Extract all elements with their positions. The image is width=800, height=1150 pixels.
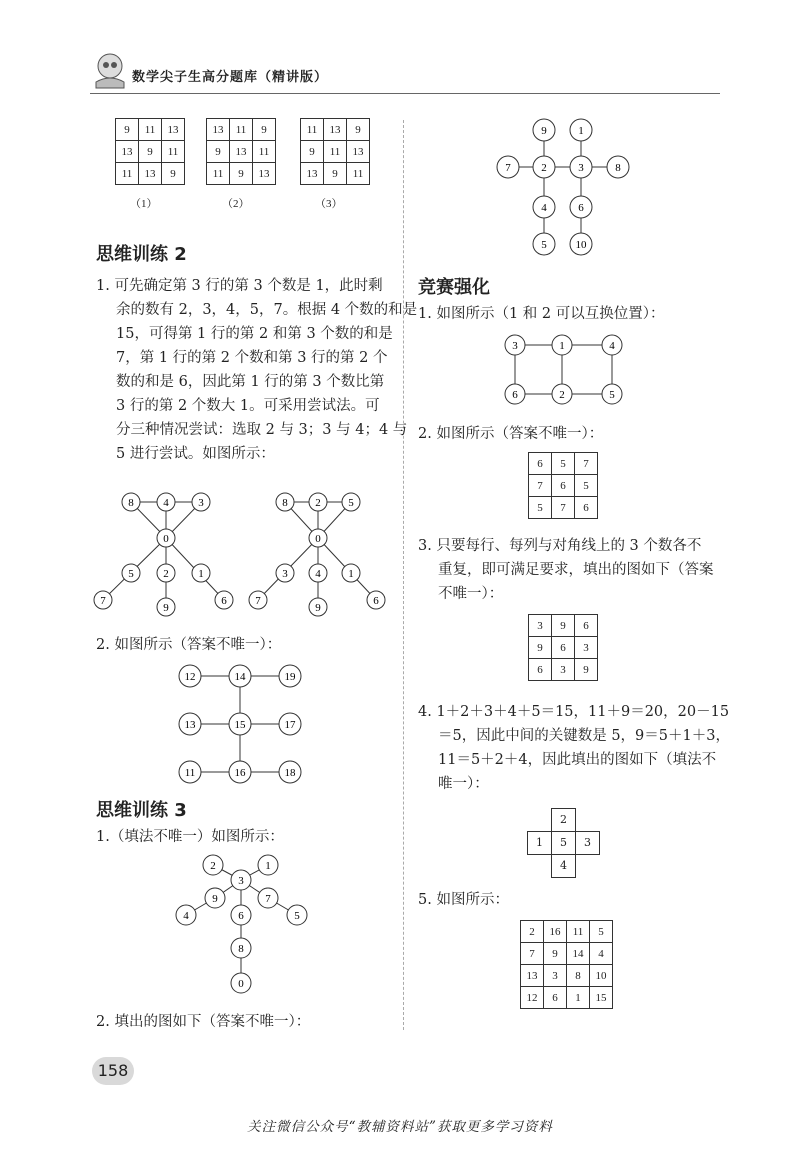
node: 9 (163, 602, 169, 614)
node: 2 (210, 860, 216, 872)
node: 2 (559, 389, 565, 401)
node: 9 (541, 125, 547, 137)
node: 8 (238, 943, 244, 955)
grid-3: 11 13 9 9 11 13 13 9 11 (300, 118, 370, 185)
footer-note: 关注微信公众号“教辅资料站”获取更多学习资料 (247, 1119, 553, 1135)
s3-paragraph-2: 2. 填出的图如下（答案不唯一）： (96, 1014, 311, 1030)
star-diagram-b (245, 485, 405, 620)
node: 19 (284, 671, 296, 683)
node: 6 (373, 595, 379, 607)
grid-1-caption: （1） (130, 198, 158, 210)
node: 3 (238, 875, 244, 887)
grid-3-caption: （3） (315, 198, 343, 210)
node: 1 (198, 568, 204, 580)
s2-paragraph-2: 2. 如图所示（答案不唯一）： (96, 637, 282, 653)
node: 3 (282, 568, 288, 580)
node: 6 (512, 389, 518, 401)
node: 9 (315, 602, 321, 614)
comp-paragraph-5: 5. 如图所示： (418, 892, 509, 908)
node: 17 (284, 719, 296, 731)
node: 18 (284, 767, 296, 779)
node: 5 (128, 568, 134, 580)
node: 3 (198, 497, 204, 509)
node: 8 (282, 497, 288, 509)
grid-2: 13 11 9 9 13 11 11 9 13 (206, 118, 276, 185)
section-title-s2: 思维训练 2 (96, 244, 187, 265)
node: 5 (348, 497, 354, 509)
s2-paragraph-1: 1. 可先确定第 3 行的第 3 个数是 1，此时剩 余的数有 2，3，4，5，7。根据 4 个数的和是 15，可得第 1 行的第 2 和第 3 个数的和是 7，第 1 行的第 2 个数和第 3 行的第 2 个 数的和是 6，因此第 1 行的第 3 个数比第 3 行的第 2 个数大 1。可采用尝试法。可 分三种情况尝试：选取 2 与 3；3 与 4；4 与 5 进行尝试。如图所示： (96, 278, 418, 462)
comp-paragraph-2: 2. 如图所示（答案不唯一）： (418, 426, 604, 442)
node: 5 (294, 910, 300, 922)
node: 0 (315, 533, 321, 545)
node: 13 (184, 719, 196, 731)
node: 9 (212, 893, 218, 905)
node: 11 (184, 767, 196, 779)
node: 6 (221, 595, 227, 607)
node: 7 (100, 595, 106, 607)
node: 7 (505, 162, 511, 174)
node: 15 (234, 719, 246, 731)
node: 14 (234, 671, 246, 683)
node: 5 (609, 389, 615, 401)
node: 2 (541, 162, 547, 174)
node: 12 (184, 671, 196, 683)
node: 5 (541, 239, 547, 251)
node: 1 (559, 340, 565, 352)
section-title-s3: 思维训练 3 (96, 800, 187, 821)
node: 3 (512, 340, 518, 352)
grid-1: 9 11 13 13 9 11 11 13 9 (115, 118, 185, 185)
tree-diagram (170, 850, 320, 998)
comp-paragraph-1: 1. 如图所示（1 和 2 可以互换位置）： (418, 306, 665, 322)
page-number: 158 (92, 1057, 134, 1085)
node: 2 (315, 497, 321, 509)
node: 4 (315, 568, 321, 580)
node: 4 (609, 340, 615, 352)
node: 6 (238, 910, 244, 922)
node: 0 (238, 978, 244, 990)
header-rule (90, 93, 720, 94)
node: 8 (128, 497, 134, 509)
node: 1 (265, 860, 271, 872)
node: 4 (163, 497, 169, 509)
s3-paragraph-1: 1.（填法不唯一）如图所示： (96, 829, 284, 845)
node: 1 (348, 568, 354, 580)
comp-grid-3: 3 9 6 9 6 3 6 3 9 (528, 614, 598, 681)
comp-cross-grid: 2 1 5 3 4 (527, 808, 599, 877)
node: 4 (541, 202, 547, 214)
node: 16 (234, 767, 246, 779)
node: 7 (255, 595, 261, 607)
node: 2 (163, 568, 169, 580)
mascot-icon (92, 52, 128, 90)
comp-paragraph-4: 4. 1＋2＋3＋4＋5＝15，11＋9＝20，20－15 ＝5，因此中间的关键数是 5，9＝5＋1＋3， 11＝5＋2＋4，因此填出的图如下（填法不 唯一）： (418, 704, 730, 792)
header-title: 数学尖子生高分题库（精讲版） (132, 70, 329, 85)
node: 0 (163, 533, 169, 545)
star-diagram-a (90, 485, 250, 620)
node: 1 (578, 125, 584, 137)
node: 3 (578, 162, 584, 174)
section-title-competition: 竞赛强化 (418, 277, 490, 298)
cross-diagram (490, 115, 640, 260)
grid-2-caption: （2） (222, 198, 250, 210)
rect-diagram (500, 332, 628, 408)
node: 6 (578, 202, 584, 214)
node: 10 (575, 239, 587, 251)
comp-grid-2: 6 5 7 7 6 5 5 7 6 (528, 452, 598, 519)
node: 7 (265, 893, 271, 905)
node: 8 (615, 162, 621, 174)
node: 4 (183, 910, 189, 922)
comp-grid-5: 2 16 11 5 7 9 14 4 13 3 8 10 12 6 1 15 (520, 920, 613, 1009)
h-diagram (170, 660, 310, 785)
comp-paragraph-3: 3. 只要每行、每列与对角线上的 3 个数各不 重复，即可满足要求，填出的图如下（答案 不唯一）： (418, 538, 714, 602)
